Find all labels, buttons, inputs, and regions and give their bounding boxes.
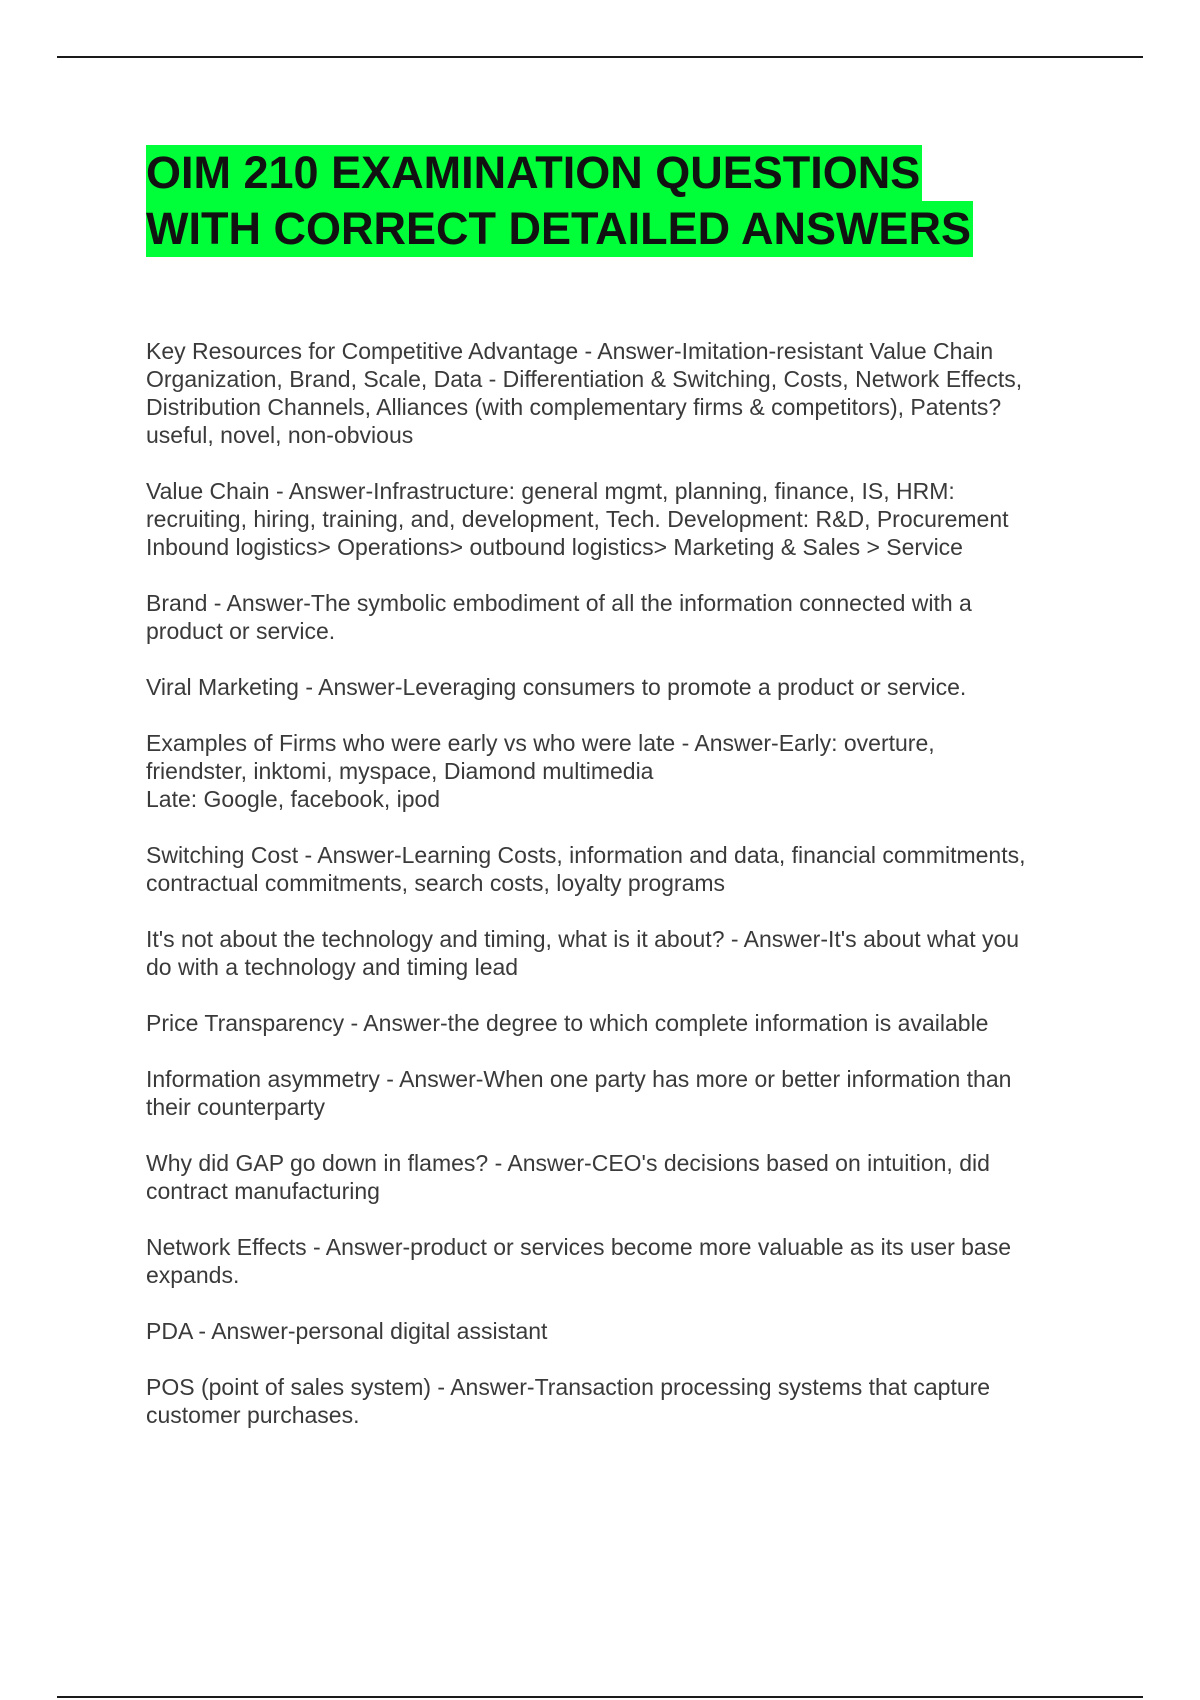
qa-item-pos: POS (point of sales system) - Answer-Transaction processing systems that capture customer purchases.: [146, 1374, 991, 1428]
qa-item-network-effects: Network Effects - Answer-product or services become more valuable as its user base expands.: [146, 1234, 1011, 1288]
top-rule: [57, 56, 1143, 58]
qa-item-technology-timing: It's not about the technology and timing, what is it about? - Answer-It's about what you do with a technology and timing lead: [146, 926, 1020, 980]
qa-item-brand: Brand - Answer-The symbolic embodiment of all the information connected with a product or service.: [146, 590, 972, 644]
qa-item-viral-marketing: Viral Marketing - Answer-Leveraging consumers to promote a product or service.: [146, 674, 967, 700]
title-line-1: OIM 210 EXAMINATION QUESTIONS: [146, 145, 922, 201]
qa-item-switching-cost: Switching Cost - Answer-Learning Costs, information and data, financial commitments, contractual commitments, search costs, loyalty programs: [146, 842, 1026, 896]
qa-item-gap: Why did GAP go down in flames? - Answer-CEO's decisions based on intuition, did contract manufacturing: [146, 1150, 990, 1204]
qa-item-pda: PDA - Answer-personal digital assistant: [146, 1318, 548, 1344]
document-body: [146, 145, 1086, 1457]
qa-list: [146, 337, 1086, 1429]
title-line-2: WITH CORRECT DETAILED ANSWERS: [146, 201, 973, 257]
qa-item-value-chain: Value Chain - Answer-Infrastructure: general mgmt, planning, finance, IS, HRM: recruiting, hiring, training, and, development, Tech. Development: R&D, Procurement Inbound logistics> Operations> outbound logistics> Marketing & Sales > Service: [146, 478, 1009, 560]
qa-item-price-transparency: Price Transparency - Answer-the degree to which complete information is available: [146, 1010, 989, 1036]
document-title: [146, 145, 1086, 257]
bottom-rule: [57, 1696, 1143, 1698]
qa-item-early-vs-late: Examples of Firms who were early vs who were late - Answer-Early: overture, friendster, inktomi, myspace, Diamond multimedia Late: Google, facebook, ipod: [146, 730, 935, 812]
qa-item-information-asymmetry: Information asymmetry - Answer-When one party has more or better information than their counterparty: [146, 1066, 1012, 1120]
qa-item-key-resources: Key Resources for Competitive Advantage - Answer-Imitation-resistant Value Chain Organization, Brand, Scale, Data - Differentiation & Switching, Costs, Network Effects, Distribution Channels, Alliances (with complementary firms & competitors), Patents? useful, novel, non-obvious: [146, 338, 1023, 448]
